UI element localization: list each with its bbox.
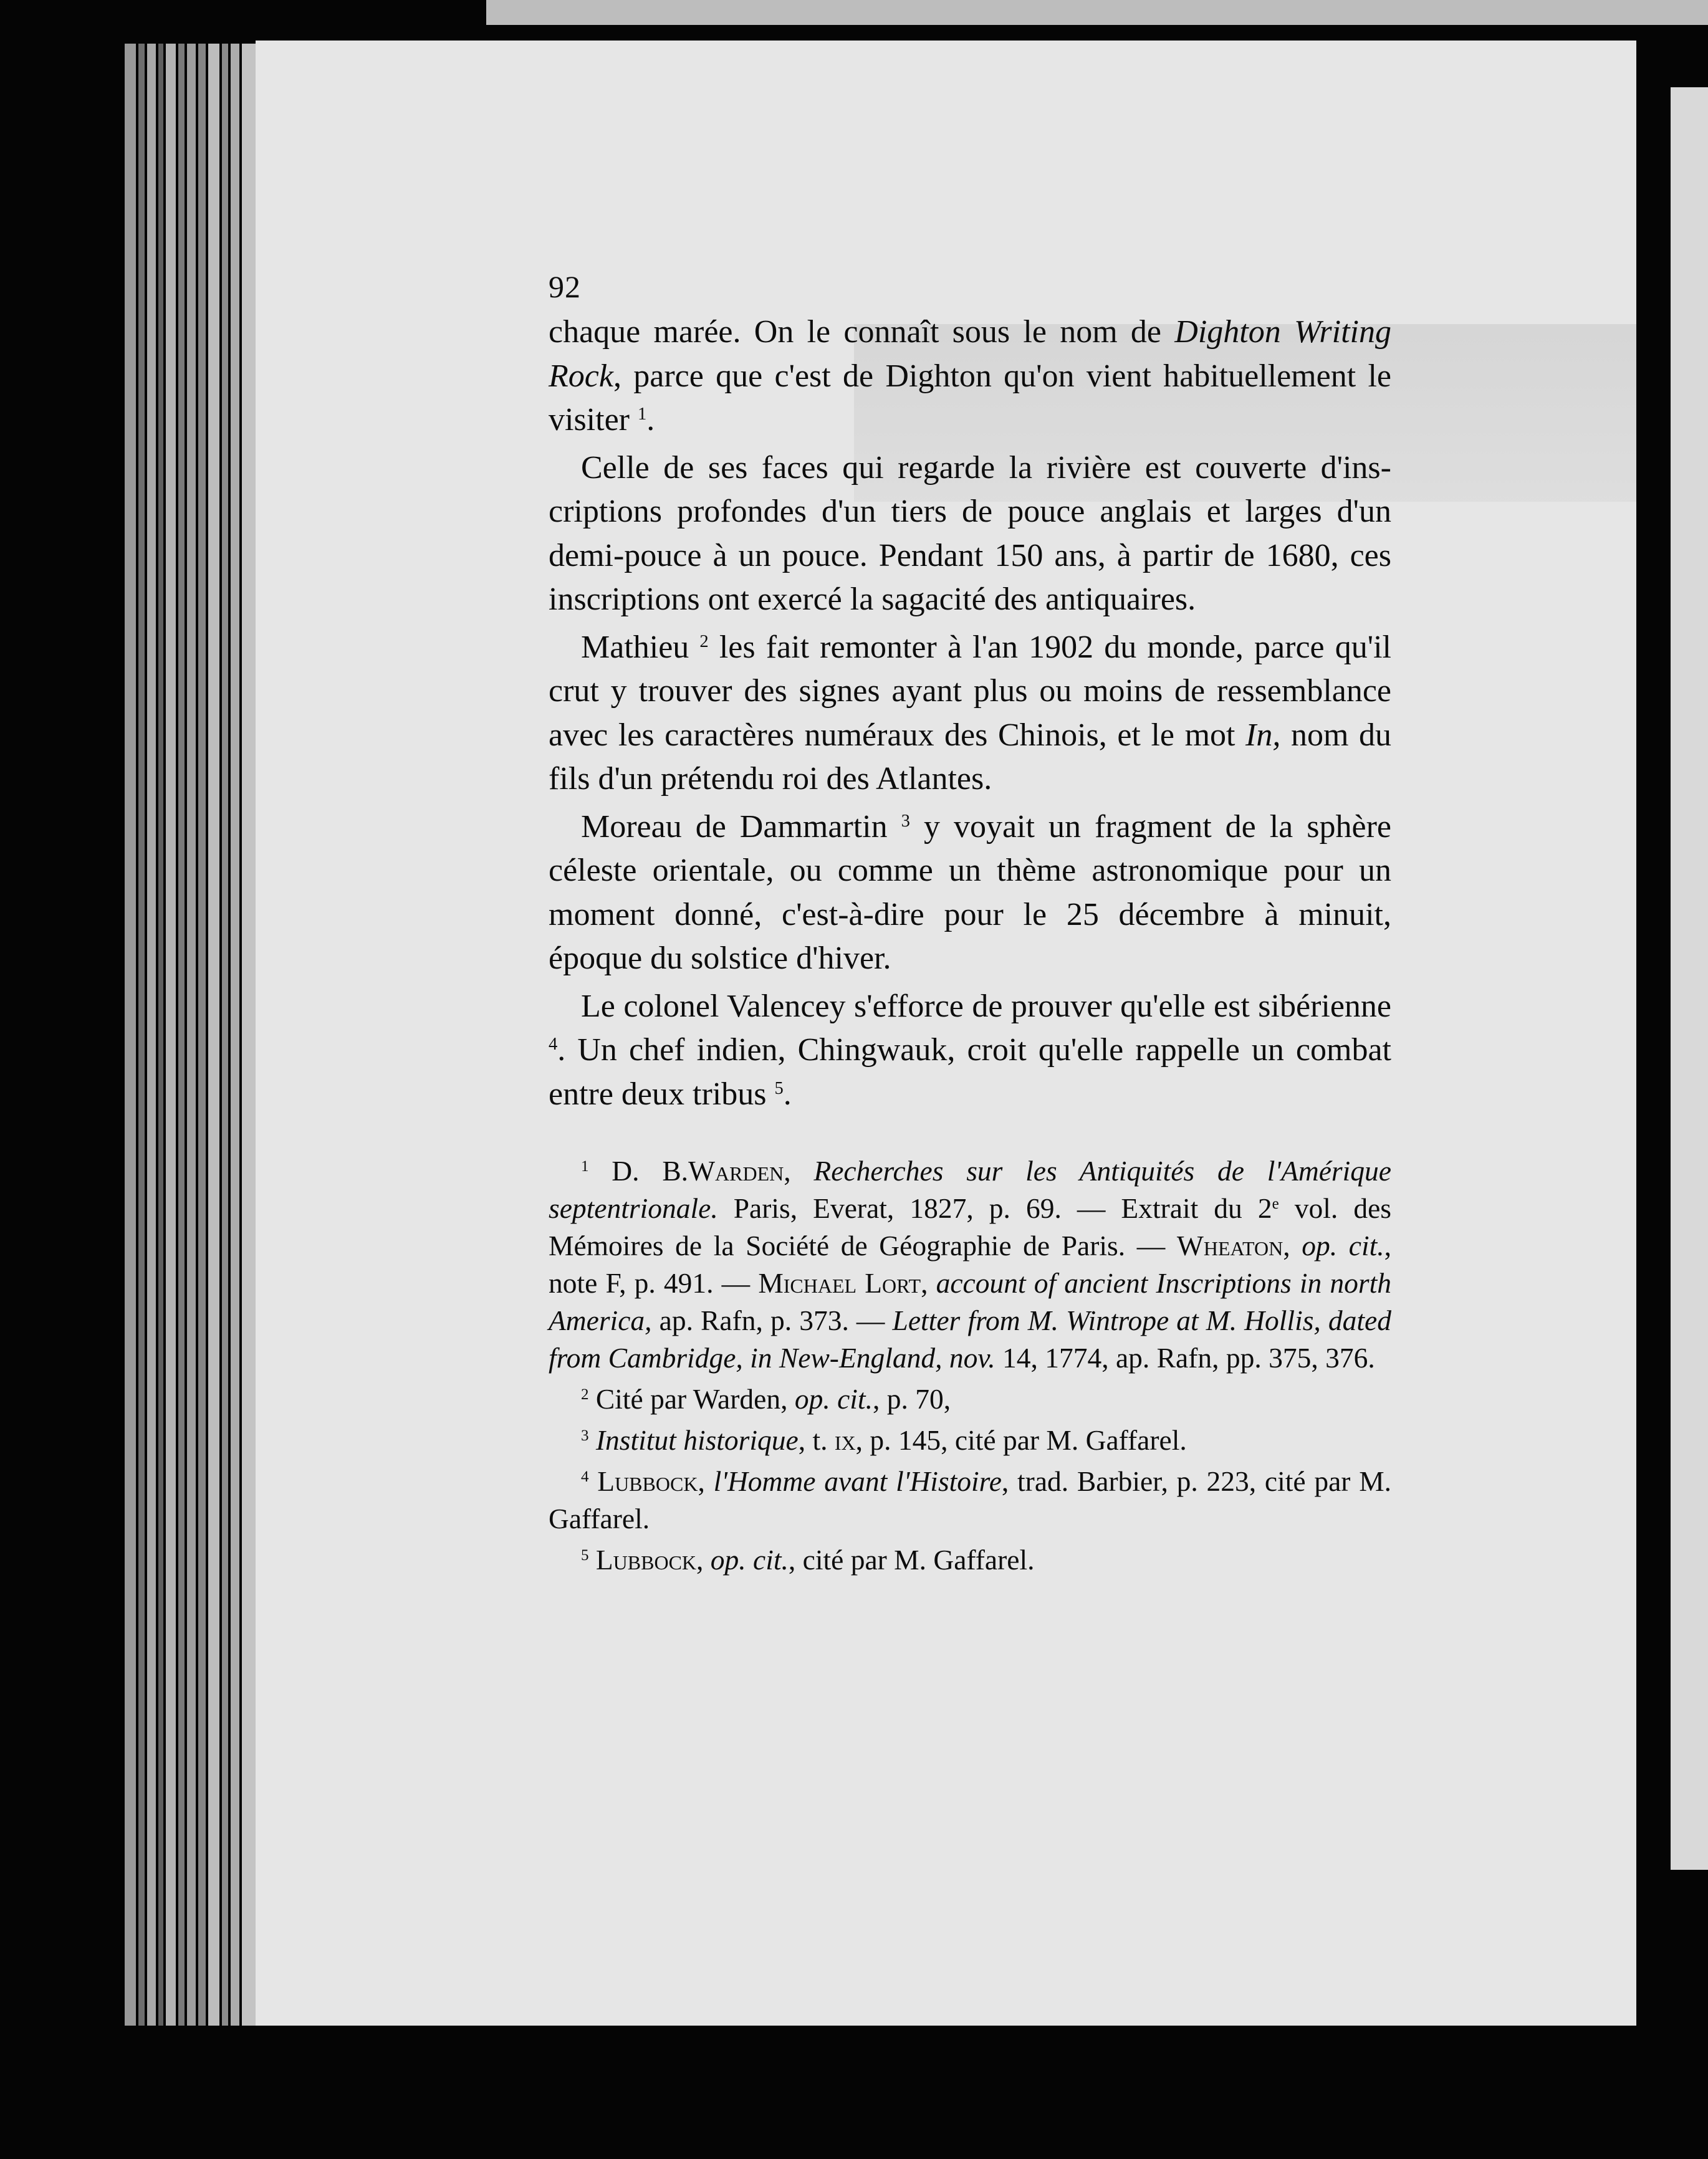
text-run: Letter from M. Wintrope at M. Hollis, dated from Cambridge, in New-England, nov. <box>549 1304 1391 1374</box>
text-run <box>589 1544 596 1576</box>
footnote <box>549 1541 1391 1579</box>
text-run: , <box>696 1544 711 1576</box>
note-ref: 1 <box>637 404 647 424</box>
page-edge <box>147 44 156 2026</box>
note-ref: 2 <box>581 1386 589 1403</box>
footnotes <box>549 1152 1391 1579</box>
top-page-edge <box>486 0 1708 25</box>
text-run: les fait remonter à l'an 1902 du monde, parce qu'il crut y trouver des signes ayant plus ou moins de ressemblance avec les caractères numéraux des Chinois, et le mot <box>549 629 1391 753</box>
page-number: 92 <box>549 269 581 304</box>
text-run: Mathieu <box>581 629 700 665</box>
text-run: D. B. <box>588 1155 689 1187</box>
text-run: Dighton Writing Rock <box>549 314 1391 394</box>
text-run: . <box>646 402 655 438</box>
text-run: Moreau de Dammartin <box>581 808 901 845</box>
text-run: Wheaton <box>1176 1230 1283 1261</box>
paragraph <box>549 446 1391 622</box>
text-run: Le colonel Valencey s'efforce de prouver qu'elle est sibérienne <box>581 988 1391 1024</box>
main-text <box>549 310 1391 1116</box>
page-content <box>549 268 1391 1579</box>
text-run: op. cit. <box>710 1544 789 1576</box>
page-edge <box>166 44 176 2026</box>
text-run: In, <box>1245 717 1281 753</box>
text-run: , <box>784 1155 814 1187</box>
page-edge <box>158 44 163 2026</box>
note-ref: 3 <box>581 1427 589 1444</box>
book-page-edges <box>125 44 268 2026</box>
text-run: , cité par M. Gaffarel. <box>788 1544 1035 1576</box>
text-run: Lubbock <box>597 1465 698 1497</box>
note-ref: 2 <box>699 631 709 651</box>
footnote <box>549 1422 1391 1459</box>
text-run: 14, 1774, ap. Rafn, pp. 375, 376. <box>995 1342 1375 1374</box>
page-edge <box>198 44 206 2026</box>
text-run: chaque marée. On le connaît sous le nom de <box>549 314 1175 350</box>
page-edge <box>178 44 185 2026</box>
note-ref: 5 <box>774 1078 784 1098</box>
text-run: , <box>698 1465 714 1497</box>
text-run: Celle de ses faces qui regarde la rivière est couverte d'inscriptions profondes d'un tiers de pouce anglais et larges d'un demi-pouce à un pouce. Pendant 150 ans, à partir de 1680, ces inscriptions ont exercé la sagacité des antiquaires. <box>549 449 1391 617</box>
text-run: op. cit. <box>794 1383 873 1415</box>
text-run: , p. 70, <box>872 1383 951 1415</box>
text-run: , parce que c'est de Dighton qu'on vient habituellement le visiter <box>549 358 1391 438</box>
footnote <box>549 1381 1391 1418</box>
page-edge <box>125 44 136 2026</box>
text-run: Institut historique <box>595 1424 799 1456</box>
footnote <box>549 1152 1391 1377</box>
text-run: vol. des Mémoires de la Société de Géographie de Paris. — <box>549 1192 1391 1261</box>
page-edge <box>208 44 219 2026</box>
footnote <box>549 1463 1391 1538</box>
note-ref: 4 <box>581 1468 589 1485</box>
text-run: ap. Rafn, p. 373. — <box>651 1304 893 1336</box>
paragraph <box>549 985 1391 1117</box>
text-run: nom du fils d'un prétendu roi des Atlantes. <box>549 717 1391 797</box>
text-run: Recherches sur les Antiquités de l'Amérique septentrionale. <box>549 1155 1391 1224</box>
note-ref: e <box>1272 1195 1279 1212</box>
note-ref: 1 <box>581 1158 589 1175</box>
text-run: Michael Lort <box>758 1267 921 1299</box>
text-run: , p. 145, cité par M. Gaffarel. <box>855 1424 1187 1456</box>
text-run: account of ancient Inscriptions in north America, <box>549 1267 1392 1336</box>
text-run <box>589 1465 598 1497</box>
page-edge <box>222 44 228 2026</box>
text-run: l'Homme avant l'Histoire <box>713 1465 1002 1497</box>
paragraph <box>549 310 1391 443</box>
text-run: y voyait un fragment de la sphère céleste orientale, ou comme un thème astronomique pour un moment donné, c'est-à-dire pour le 25 décembre à minuit, époque du solstice d'hiver. <box>549 808 1391 976</box>
note-ref: 4 <box>549 1034 558 1054</box>
text-run: , <box>921 1267 936 1299</box>
text-run: . <box>783 1076 792 1112</box>
text-run: Warden <box>688 1155 784 1187</box>
note-ref: 3 <box>901 811 910 831</box>
paragraph <box>549 805 1391 981</box>
text-run <box>589 1424 596 1456</box>
text-run: Paris, Everat, 1827, p. 69. — Extrait du 2 <box>717 1192 1272 1224</box>
text-run: op. cit. <box>1302 1230 1384 1261</box>
text-run: Cité par Warden, <box>588 1383 795 1415</box>
page-edge <box>231 44 239 2026</box>
facing-page-edge <box>1671 87 1708 1870</box>
text-run: , note F, p. 491. — <box>549 1230 1392 1299</box>
text-run: Lubbock <box>595 1544 697 1576</box>
text-run: , t. <box>798 1424 835 1456</box>
text-run: , <box>1283 1230 1302 1261</box>
note-ref: 5 <box>581 1547 589 1564</box>
text-run: , trad. Barbier, p. 223, cité par M. Gaffarel. <box>549 1465 1392 1534</box>
page-edge <box>242 44 256 2026</box>
paragraph <box>549 626 1391 802</box>
text-run: . Un chef indien, Chingwauk, croit qu'elle rappelle un combat entre deux tribus <box>549 1032 1391 1112</box>
page-edge <box>187 44 196 2026</box>
text-run: ix <box>834 1424 856 1456</box>
page-edge <box>138 44 145 2026</box>
